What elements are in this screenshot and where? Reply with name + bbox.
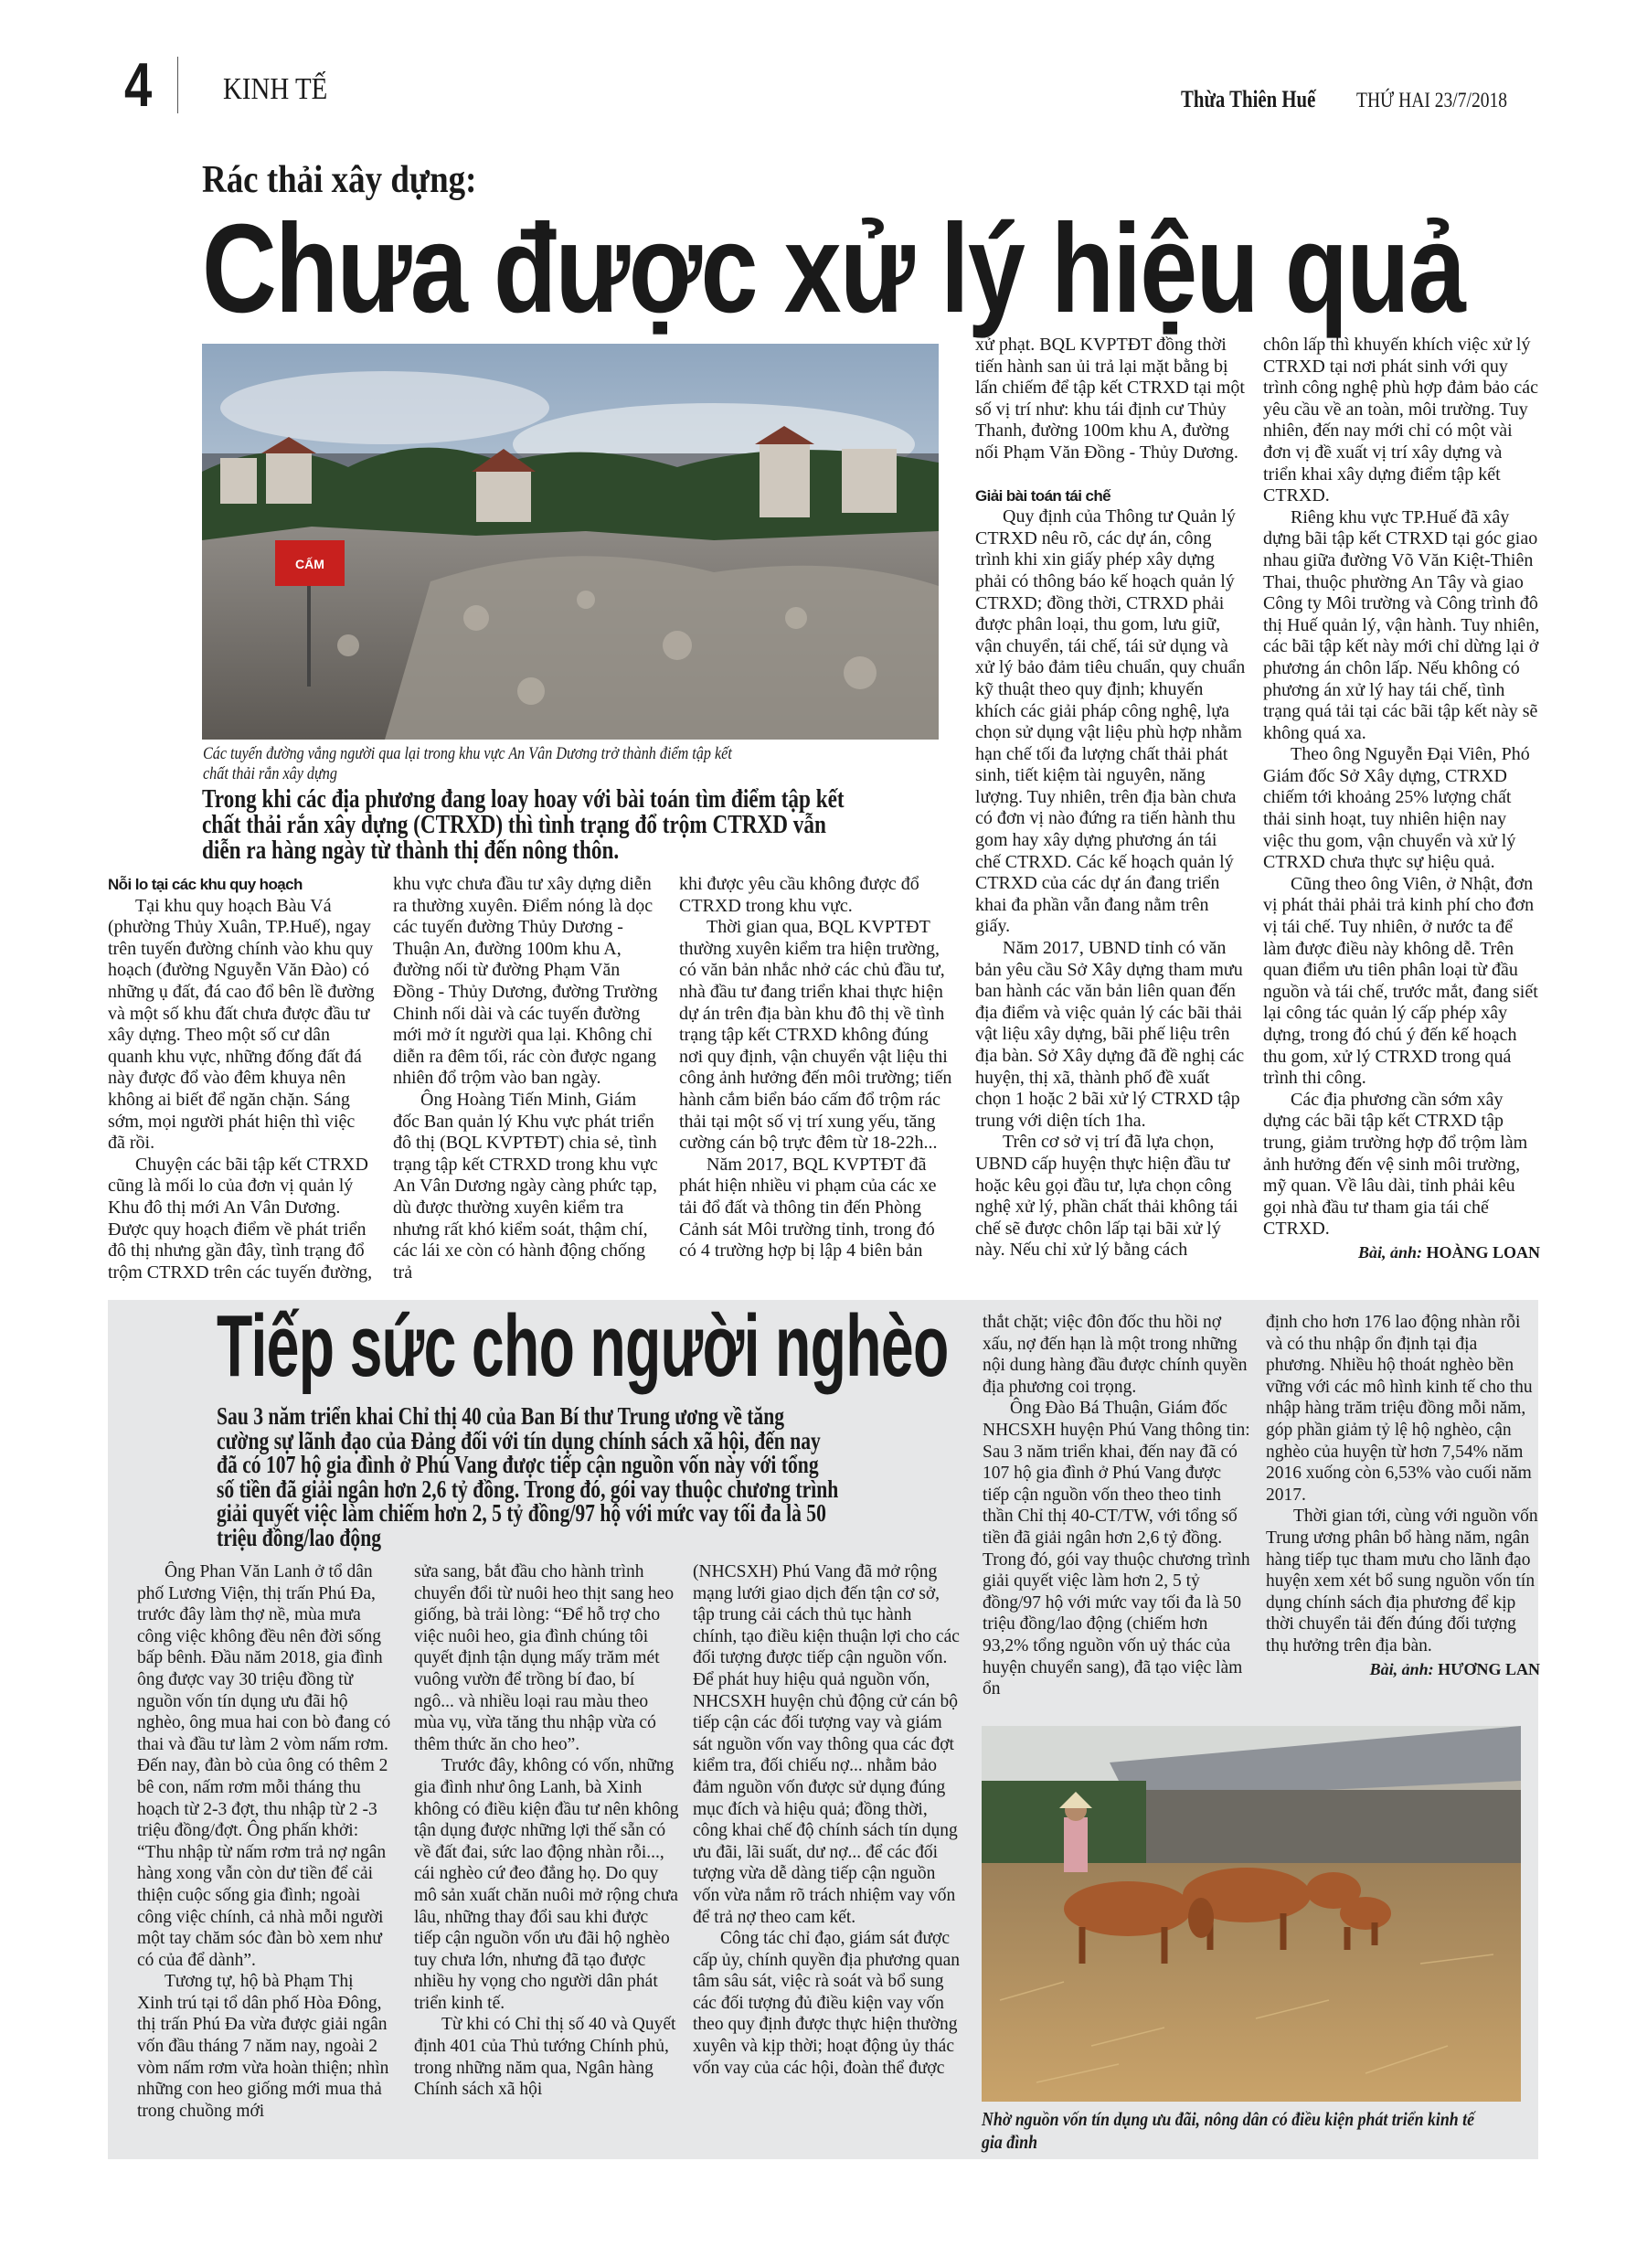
paragraph: Tương tự, hộ bà Phạm Thị Xinh trú tại tổ dân phố Hòa Đông, thị trấn Phú Đa vừa được giải ngân vốn đầu tháng 7 năm nay, ngoài 2 vòm nấm rơm vừa hoàn thiện; nhìn những con heo giống mới mua thả trong chuồng mới xyxy=(137,1972,389,2121)
byline xyxy=(1266,1659,1540,1681)
paragraph: (NHCSXH) Phú Vang đã mở rộng mạng lưới giao dịch đến tận cơ sở, tập trung cải cách thủ tục hành chính, tạo điều kiện thuận lợi cho các đối tượng được tiếp cận nguồn vốn. Để phát huy hiệu quả nguồn vốn, NHCSXH huyện chủ động cử cán bộ tiếp cận các đối tượng vay và giám sát nguồn vốn vay thông qua các đợt kiểm tra, đối chiếu nợ... nhằm bảo đảm nguồn vốn được sử dụng đúng mục đích và hiệu quả; đồng thời, công khai chế độ chính sách tín dụng ưu đãi, lãi suất, dư nợ... để các đối tượng vừa dễ dàng tiếp cận nguồn vốn vừa nắm rõ trách nhiệm vay vốn để trả nợ theo cam kết. xyxy=(693,1562,960,1927)
paragraph: Chuyện các bãi tập kết CTRXD cũng là mối lo của đơn vị quản lý Khu đô thị mới An Vân Dương. Được quy hoạch điểm về phát triển đô thị nhưng gần đây, tình trạng đổ trộm CTRXD trên các tuyến đường, xyxy=(108,1154,373,1283)
paragraph: Tại khu quy hoạch Bàu Vá (phường Thủy Xuân, TP.Huế), ngay trên tuyến đường chính vào khu quy hoạch (đường Nguyễn Văn Đào) có những ụ đất, đá cao đổ bên lề đường và một số khu đất chưa được đầu tư xây dựng. Theo một số cư dân quanh khu vực, những đống đất đá này được đổ vào đêm khuya nên không ai biết để ngăn chặn. Sáng sớm, mọi người phát hiện thì việc đã rồi. xyxy=(108,895,375,1154)
page-number: 4 xyxy=(124,50,153,120)
paragraph: Năm 2017, BQL KVPTĐT đã phát hiện nhiều vi phạm của các xe tải đổ đất và thông tin đến Phòng Cảnh sát Môi trường tỉnh, trong đó có 4 trường hợp bị lập 4 biên bản xyxy=(679,1154,937,1262)
article2-column-1 xyxy=(137,1561,393,2151)
article1-photo-caption: Các tuyến đường vắng người qua lại trong khu vực An Vân Dương trở thành điểm tập kết chất thải rắn xây dựng xyxy=(203,744,732,783)
article2-column-4 xyxy=(983,1312,1250,1719)
paragraph: khi được yêu cầu không được đổ CTRXD trong khu vực. xyxy=(679,874,919,916)
paragraph: sửa sang, bắt đầu cho hành trình chuyển đổi từ nuôi heo thịt sang heo giống, bà trải lòng: “Để hỗ trợ cho việc nuôi heo, gia đình chúng tôi quyết định tận dụng mấy trăm mét vuông vườn để trồng bí đao, bí ngô... và nhiều loại rau màu theo mùa vụ, vừa tăng thu nhập vừa có thêm thức ăn cho heo”. xyxy=(414,1562,675,1754)
paragraph: Cũng theo ông Viên, ở Nhật, đơn vị phát thải phải trả kinh phí cho đơn vị tái chế. Tuy nhiên, ở nước ta để làm được điều này không dễ. Trên quan điểm ưu tiên phân loại từ đầu nguồn và tái chế, trước mắt, đang siết lại công tác quản lý cấp phép xây dựng, trong đó chú ý đến kế hoạch thu gom, xử lý CTRXD trong quá trình thi công. xyxy=(1263,873,1538,1089)
subheading: Giải bài toán tái chế xyxy=(975,486,1110,505)
article1-headline: Chưa được xử lý hiệu quả xyxy=(202,198,1465,339)
issue-date: THỨ HAI 23/7/2018 xyxy=(1356,89,1508,112)
article2-headline: Tiếp sức cho người nghèo xyxy=(217,1297,949,1395)
paragraph: Ông Hoàng Tiến Minh, Giám đốc Ban quản lý Khu vực phát triển đô thị (BQL KVPTĐT) chia sẻ, tình trạng tập kết CTRXD trong khu vực An Vân Dương ngày càng phức tạp, dù được thường xuyên kiểm tra nhưng rất khó kiểm soát, thậm chí, các lái xe còn có hành động chống trả xyxy=(393,1089,658,1283)
article1-photo-construction-waste xyxy=(202,344,939,740)
byline-author: HƯƠNG LAN xyxy=(1438,1659,1540,1678)
paragraph: định cho hơn 176 lao động nhàn rỗi và có thu nhập ổn định tại địa phương. Nhiều hộ thoát nghèo bền vững với các mô hình kinh tế cho thu nhập hàng trăm triệu đồng mỗi năm, góp phần giảm tỷ lệ hộ nghèo, cận nghèo của huyện từ hơn 7,54% năm 2016 xuống còn 6,53% vào cuối năm 2017. xyxy=(1266,1313,1533,1505)
paragraph: Công tác chỉ đạo, giám sát được cấp ủy, chính quyền địa phương quan tâm sâu sát, việc rà soát và bổ sung các đối tượng đủ điều kiện vay vốn theo quy định được thực hiện thường xuyên và kịp thời; hoạt động ủy thác vốn vay của các hội, đoàn thể được xyxy=(693,1929,960,2078)
paragraph: Thời gian tới, cùng với nguồn vốn Trung ương phân bổ hàng năm, ngân hàng tiếp tục tham mưu cho lãnh đạo huyện xem xét bổ sung nguồn vốn tín dụng chính sách địa phương để kịp thời chuyển tải đến đúng đối tượng thụ hưởng trên địa bàn. xyxy=(1266,1507,1538,1656)
paragraph: Trên cơ sở vị trí đã lựa chọn, UBND cấp huyện thực hiện đầu tư hoặc kêu gọi đầu tư, lựa chọn công nghệ xử lý, phần chất thải không tái chế sẽ được chôn lấp tại bãi xử lý này. Nếu chỉ xử lý bằng cách xyxy=(975,1132,1238,1261)
paragraph: Trước đây, không có vốn, những gia đình như ông Lanh, bà Xinh không có điều kiện đầu tư nên không tận dụng được những lợi thế sẵn có về đất đai, sức lao động nhàn rỗi..., cái nghèo cứ đeo đẳng họ. Do quy mô sản xuất chăn nuôi mở rộng chưa lâu, những thay đổi sau khi được tiếp cận nguồn vốn ưu đãi hộ nghèo tuy chưa lớn, nhưng đã tạo được nhiều hy vọng cho người dân phát triển kinh tế. xyxy=(414,1756,679,2013)
paragraph: Thời gian qua, BQL KVPTĐT thường xuyên kiểm tra hiện trường, có văn bản nhắc nhở các chủ đầu tư, nhà đầu tư đang triển khai thực hiện dự án trên địa bàn khu đô thị về tình trạng tập kết CTRXD không đúng nơi quy định, vận chuyển vật liệu thi công ảnh hưởng đến môi trường; tiến hành cắm biển báo cấm đổ trộm rác thải tại một số vị trí xung yếu, tăng cường cán bộ trực đêm từ 18-22h... xyxy=(679,917,952,1154)
article2-lead: Sau 3 năm triển khai Chỉ thị 40 của Ban Bí thư Trung ương về tăng cường sự lãnh đạo của Đảng đối với tín dụng chính sách xã hội, đến nay đã có 107 hộ gia đình ở Phú Vang được tiếp cận nguồn vốn này với tổng số tiền đã giải ngân hơn 2,6 tỷ đồng. Trong đó, gói vay thuộc chương trình giải quyết việc làm chiếm hơn 2, 5 tỷ đồng/97 hộ với mức vay tối đa là 50 triệu đồng/lao động xyxy=(217,1402,839,1551)
prohibition-sign-text: CẤM xyxy=(295,557,324,571)
paragraph: Từ khi có Chỉ thị số 40 và Quyết định 401 của Thủ tướng Chính phủ, trong những năm qua, Ngân hàng Chính sách xã hội xyxy=(414,2015,676,2100)
paragraph: Theo ông Nguyễn Đại Viên, Phó Giám đốc Sở Xây dựng, CTRXD chiếm tới khoảng 25% lượng chất thải sinh hoạt, tuy nhiên hiện nay việc thu gom, vận chuyển và xử lý CTRXD chưa thực sự hiệu quả. xyxy=(1263,744,1530,873)
header-divider xyxy=(177,57,178,113)
byline xyxy=(1263,1242,1540,1264)
section-name: KINH TẾ xyxy=(223,72,328,106)
article1-column-5 xyxy=(1263,335,1540,1285)
article1-lead: Trong khi các địa phương đang loay hoay với bài toán tìm điểm tập kết chất thải rắn xây dựng (CTRXD) thì tình trạng đổ trộm CTRXD vẫn diễn ra hàng ngày từ thành thị đến nông thôn. xyxy=(202,784,845,865)
paragraph-gap xyxy=(975,464,1246,485)
article1-column-2 xyxy=(393,874,664,1294)
article2-column-3 xyxy=(693,1561,960,2151)
paragraph: khu vực chưa đầu tư xây dựng diễn ra thường xuyên. Điểm nóng là dọc các tuyến đường Thủy Dương - Thuận An, đường 100m khu A, đường nối từ đường Phạm Văn Đồng - Thủy Dương, đường Trường Chinh nối dài và các tuyến đường mới mở ít người qua lại. Không chỉ diễn ra đêm tối, rác còn được ngang nhiên đổ trộm vào ban ngày. xyxy=(393,874,658,1089)
article2-photo-caption: Nhờ nguồn vốn tín dụng ưu đãi, nông dân có điều kiện phát triển kinh tế gia đình xyxy=(982,2108,1475,2153)
paragraph: xử phạt. BQL KVPTĐT đồng thời tiến hành san ủi trả lại mặt bằng bị lấn chiếm để tập kết CTRXD tại một số vị trí như: khu tái định cư Thủy Thanh, đường 100m khu A, đường nối Phạm Văn Đồng - Thủy Dương. xyxy=(975,335,1245,463)
paragraph: Năm 2017, UBND tỉnh có văn bản yêu cầu Sở Xây dựng tham mưu ban hành các văn bản liên quan đến địa điểm và việc quản lý các bãi thải vật liệu xây dựng, bãi phế liệu trên địa bàn. Sở Xây dựng đã đề nghị các huyện, thị xã, thành phố đề xuất chọn 1 hoặc 2 bãi xử lý CTRXD tập trung với diện tích 1ha. xyxy=(975,938,1245,1131)
byline-author: HOÀNG LOAN xyxy=(1426,1242,1540,1262)
paragraph: thắt chặt; việc đôn đốc thu hồi nợ xấu, nợ đến hạn là một trong những nội dung hàng đầu được chính quyền địa phương coi trọng. xyxy=(983,1313,1248,1397)
paragraph: Ông Phan Văn Lanh ở tổ dân phố Lương Viện, thị trấn Phú Đa, trước đây làm thợ nề, mùa mưa công việc không đều nên đời sống bấp bênh. Đầu năm 2018, gia đình ông được vay 30 triệu đồng từ nguồn vốn tín dụng ưu đãi hộ nghèo, ông mua hai con bò đang có thai và đầu tư làm 2 vòm nấm rơm. Đến nay, đàn bò của ông có thêm 2 bê con, nấm rơm mỗi tháng thu hoạch từ 2-3 đợt, thu nhập từ 2 -3 triệu đồng/đợt. Ông phấn khởi: “Thu nhập từ nấm rơm trả nợ ngân hàng xong vẫn còn dư tiền để cải thiện cuộc sống gia đình; ngoài công việc chính, cả nhà mỗi người một tay chăm sóc đàn bò xem như có của để dành”. xyxy=(137,1562,391,1970)
newspaper-name: Thừa Thiên Huế xyxy=(1181,86,1316,112)
subheading: Nỗi lo tại các khu quy hoạch xyxy=(108,876,303,893)
paragraph: Quy định của Thông tư Quản lý CTRXD nêu rõ, các dự án, công trình khi xin giấy phép xây dựng phải có thông báo kế hoạch quản lý CTRXD; đồng thời, CTRXD phải được phân loại, thu gom, lưu giữ, vận chuyển, tái chế, tái sử dụng và xử lý bảo đảm tiêu chuẩn, quy chuẩn kỹ thuật theo quy định; khuyến khích các giải pháp công nghệ, lựa chọn sử dụng vật liệu phù hợp nhằm hạn chế tối đa lượng chất thải phát sinh, tiết kiệm tài nguyên, năng lượng. Tuy nhiên, trên địa bàn chưa có đơn vị nào đứng ra tiến hành thu gom hay xây dựng phương án tái chế CTRXD. Các kế hoạch quản lý CTRXD của các dự án đang triển khai đa phần vẫn đang nằm trên giấy. xyxy=(975,506,1246,937)
paragraph: Các địa phương cần sớm xây dựng các bãi tập kết CTRXD tập trung, giảm trường hợp đổ trộm làm ảnh hưởng đến vệ sinh môi trường, mỹ quan. Về lâu dài, tỉnh phải kêu gọi nhà đầu tư tham gia tái chế CTRXD. xyxy=(1263,1089,1528,1240)
article2-photo-cows xyxy=(982,1726,1521,2102)
article1-column-3 xyxy=(679,874,953,1294)
article2-column-5 xyxy=(1266,1312,1540,1719)
paragraph: Riêng khu vực TP.Huế đã xây dựng bãi tập kết CTRXD tại góc giao nhau giữa đường Võ Văn Kiệt-Thiên Thai, thuộc phường An Tây và giao Công ty Môi trường và Công trình đô thị Huế quản lý, vận hành. Tuy nhiên, các bãi tập kết này mới chỉ dừng lại ở phương án chôn lấp. Nếu không có phương án xử lý hay tái chế, tình trạng quá tải tại các bãi tập kết này sẽ không quá xa. xyxy=(1263,506,1540,743)
paragraph: chôn lấp thì khuyến khích việc xử lý CTRXD tại nơi phát sinh với quy trình công nghệ phù hợp đảm bảo các yêu cầu về an toàn, môi trường. Tuy nhiên, đến nay mới chỉ có một vài đơn vị đề xuất vị trí xây dựng và triển khai xây dựng điểm tập kết CTRXD. xyxy=(1263,335,1539,506)
article1-column-1 xyxy=(108,874,376,1294)
article1-kicker: Rác thải xây dựng: xyxy=(202,159,477,201)
paragraph: Ông Đào Bá Thuận, Giám đốc NHCSXH huyện Phú Vang thông tin: Sau 3 năm triển khai, đến nay đã có 107 hộ gia đình ở Phú Vang được tiếp cận nguồn vốn theo theo tinh thần Chỉ thị 40-CT/TW, với tổng số tiền đã giải ngân hơn 2,6 tỷ đồng. Trong đó, gói vay thuộc chương trình giải quyết việc làm hơn 2, 5 tỷ đồng/97 hộ với mức vay tối đa là 50 triệu đồng/lao động (chiếm hơn 93,2% tổng nguồn vốn uỷ thác của huyện chuyển sang), đã tạo việc làm ổn xyxy=(983,1399,1250,1699)
byline-label: Bài, ảnh: xyxy=(1357,1242,1422,1262)
byline-label: Bài, ảnh: xyxy=(1369,1659,1434,1678)
article1-column-4 xyxy=(975,335,1246,1285)
article2-column-2 xyxy=(414,1561,679,2151)
